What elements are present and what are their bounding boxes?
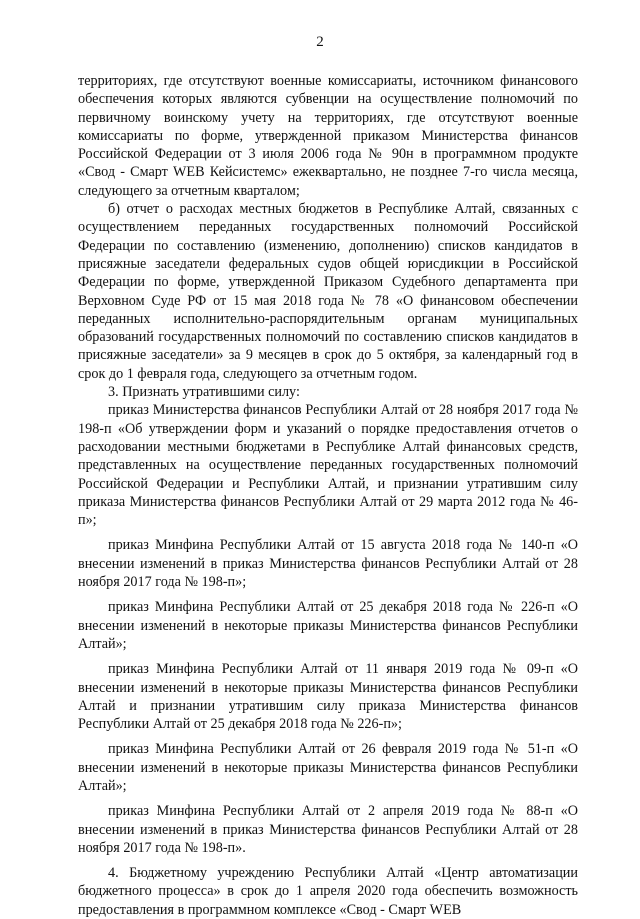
paragraph-repealed-order-4: приказ Минфина Республики Алтай от 11 января 2019 года № 09-п «О внесении изменений в некоторые приказы Министерства финансов Республики Алтай и признании утратившим силу приказа Министерства финансов Республики Алтай от 25 декабря 2018 года № 226-п»; xyxy=(78,661,578,733)
paragraph-repealed-order-3: приказ Минфина Республики Алтай от 25 декабря 2018 года № 226-п «О внесении изменений в некоторые приказы Министерства финансов Республики Алтай»; xyxy=(78,599,578,652)
paragraph-item-3: 3. Признать утратившими силу: xyxy=(108,384,300,401)
document-body xyxy=(78,72,578,919)
paragraph-item-b: б) отчет о расходах местных бюджетов в Республике Алтай, связанных с осуществлением переданных государственных полномочий Российской Федерации по составлению (изменению, дополнению) списков кандидатов в присяжные заседатели федеральных судов общей юрисдикции в Российской Федерации по форме, утвержденной Приказом Судебного департамента при Верховном Суде РФ от 15 мая 2018 года № 78 «О финансовом обеспечении переданных исполнительно-распорядительным органам муниципальных образований государственных полномочий по составлению списков кандидатов в присяжные заседатели» за 9 месяцев в срок до 5 октября, за календарный год в срок до 1 февраля года, следующего за отчетным годом. xyxy=(78,201,578,382)
paragraph-repealed-order-2: приказ Минфина Республики Алтай от 15 августа 2018 года № 140-п «О внесении изменений в приказ Министерства финансов Республики Алтай от 28 ноября 2017 года № 198-п»; xyxy=(78,537,578,591)
paragraph-repealed-order-6: приказ Минфина Республики Алтай от 2 апреля 2019 года № 88-п «О внесении изменений в приказ Министерства финансов Республики Алтай от 28 ноября 2017 года № 198-п». xyxy=(78,803,578,856)
paragraph-item-4: 4. Бюджетному учреждению Республики Алтай «Центр автоматизации бюджетного процесса» в срок до 1 апреля 2020 года обеспечить возможность предоставления в программном комплексе «Свод - Смарт WEB xyxy=(78,865,578,918)
paragraph-repealed-order-1: приказ Министерства финансов Республики Алтай от 28 ноября 2017 года № 198-п «Об утверждении форм и указаний о порядке предоставления отчетов о расходовании местными бюджетами в Республике Алтай финансовых средств, представленных на осуществление переданных государственных полномочий Российской Федерации и Республики Алтай, и признании утратившим силу приказа Министерства финансов Республики Алтай от 29 марта 2012 года № 46-п»; xyxy=(78,402,578,529)
page-number: 2 xyxy=(316,34,324,50)
paragraph-continuation: территориях, где отсутствуют военные комиссариаты, источником финансового обеспечения которых являются субвенции на осуществление полномочий по первичному воинскому учету на территориях, где отсутствуют военные комиссариаты по форме, утвержденной приказом Министерства финансов Российской Федерации от 3 июля 2006 года № 90н в программном продукте «Свод - Смарт WEB Кейсистемс» ежеквартально, не позднее 7-го числа месяца, следующего за отчетным кварталом; xyxy=(78,73,578,199)
paragraph-repealed-order-5: приказ Минфина Республики Алтай от 26 февраля 2019 года № 51-п «О внесении изменений в некоторые приказы Министерства финансов Республики Алтай»; xyxy=(78,741,578,794)
